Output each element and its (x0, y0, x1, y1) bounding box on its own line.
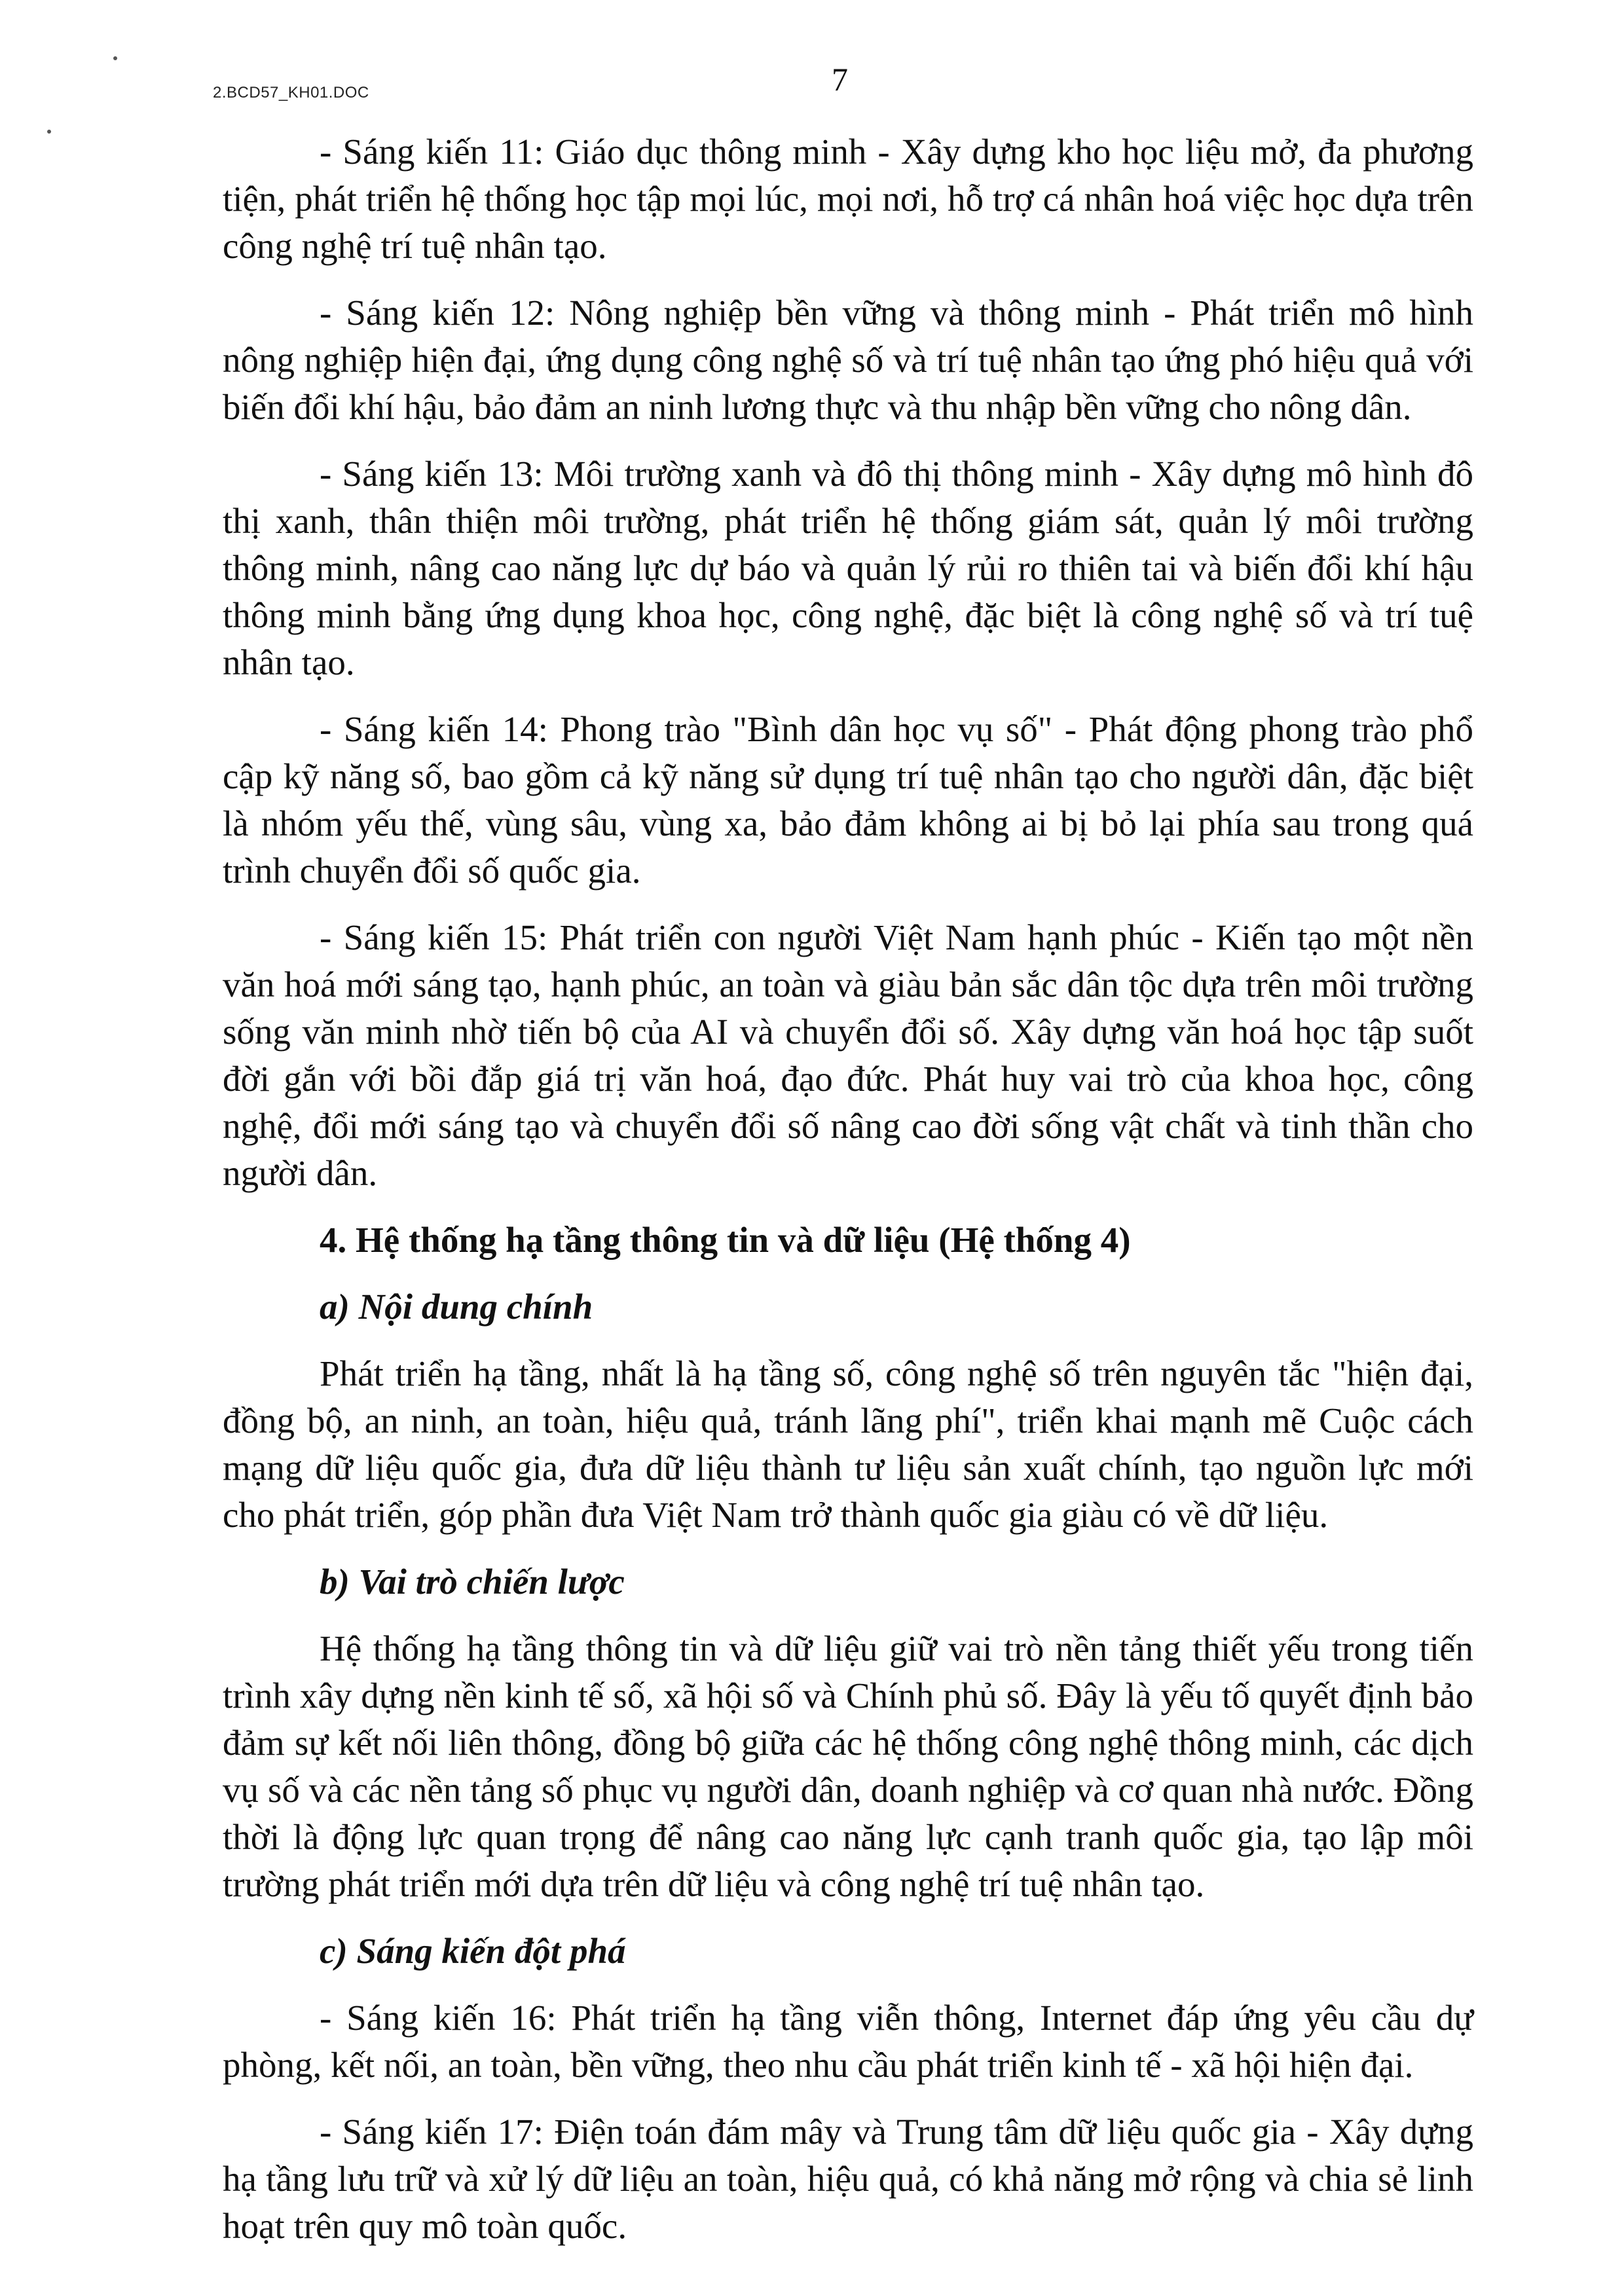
document-body (223, 128, 1473, 2250)
initiative-13-paragraph: - Sáng kiến 13: Môi trường xanh và đô thị thông minh - Xây dựng mô hình đô thị xanh, thân thiện môi trường, phát triển hệ thống giám sát, quản lý môi trường thông minh, nâng cao năng lực dự báo và quản lý rủi ro thiên tai và biến đổi khí hậu thông minh bằng ứng dụng khoa học, công nghệ, đặc biệt là công nghệ số và trí tuệ nhân tạo. (223, 454, 1473, 682)
initiative-16-paragraph: - Sáng kiến 16: Phát triển hạ tầng viễn thông, Internet đáp ứng yêu cầu dự phòng, kết nối, an toàn, bền vững, theo nhu cầu phát triển kinh tế - xã hội hiện đại. (223, 1998, 1473, 2085)
subsection-b-heading: b) Vai trò chiến lược (320, 1562, 625, 1602)
subsection-c-heading: c) Sáng kiến đột phá (320, 1931, 626, 1971)
page-number: 7 (832, 61, 848, 98)
document-code: 2.BCD57_KH01.DOC (213, 84, 369, 101)
scan-mark (113, 56, 117, 60)
initiative-17-paragraph: - Sáng kiến 17: Điện toán đám mây và Trung tâm dữ liệu quốc gia - Xây dựng hạ tầng lưu trữ và xử lý dữ liệu an toàn, hiệu quả, có khả năng mở rộng và chia sẻ linh hoạt trên quy mô toàn quốc. (223, 2112, 1473, 2246)
initiative-14-paragraph: - Sáng kiến 14: Phong trào "Bình dân học vụ số" - Phát động phong trào phổ cập kỹ năng số, bao gồm cả kỹ năng sử dụng trí tuệ nhân tạo cho người dân, đặc biệt là nhóm yếu thế, vùng sâu, vùng xa, bảo đảm không ai bị bỏ lại phía sau trong quá trình chuyển đổi số quốc gia. (223, 709, 1473, 890)
section-4-heading: 4. Hệ thống hạ tầng thông tin và dữ liệu (Hệ thống 4) (320, 1220, 1131, 1260)
initiative-15-paragraph: - Sáng kiến 15: Phát triển con người Việt Nam hạnh phúc - Kiến tạo một nền văn hoá mới sáng tạo, hạnh phúc, an toàn và giàu bản sắc dân tộc dựa trên môi trường sống văn minh nhờ tiến bộ của AI và chuyển đổi số. Xây dựng văn hoá học tập suốt đời gắn với bồi đắp giá trị văn hoá, đạo đức. Phát huy vai trò của khoa học, công nghệ, đổi mới sáng tạo và chuyển đổi số nâng cao đời sống vật chất và tinh thần cho người dân. (223, 917, 1473, 1193)
main-content-paragraph: Phát triển hạ tầng, nhất là hạ tầng số, công nghệ số trên nguyên tắc "hiện đại, đồng bộ, an ninh, an toàn, hiệu quả, tránh lãng phí", triển khai mạnh mẽ Cuộc cách mạng dữ liệu quốc gia, đưa dữ liệu thành tư liệu sản xuất chính, tạo nguồn lực mới cho phát triển, góp phần đưa Việt Nam trở thành quốc gia giàu có về dữ liệu. (223, 1353, 1473, 1535)
subsection-a-heading: a) Nội dung chính (320, 1287, 593, 1327)
initiative-12-paragraph: - Sáng kiến 12: Nông nghiệp bền vững và thông minh - Phát triển mô hình nông nghiệp hiện đại, ứng dụng công nghệ số và trí tuệ nhân tạo ứng phó hiệu quả với biến đổi khí hậu, bảo đảm an ninh lương thực và thu nhập bền vững cho nông dân. (223, 293, 1473, 427)
strategic-role-paragraph: Hệ thống hạ tầng thông tin và dữ liệu giữ vai trò nền tảng thiết yếu trong tiến trình xây dựng nền kinh tế số, xã hội số và Chính phủ số. Đây là yếu tố quyết định bảo đảm sự kết nối liên thông, đồng bộ giữa các hệ thống công nghệ thông minh, các dịch vụ số và các nền tảng số phục vụ người dân, doanh nghiệp và cơ quan nhà nước. Đồng thời là động lực quan trọng để nâng cao năng lực cạnh tranh quốc gia, tạo lập môi trường phát triển mới dựa trên dữ liệu và công nghệ trí tuệ nhân tạo. (223, 1628, 1473, 1904)
initiative-11-paragraph: - Sáng kiến 11: Giáo dục thông minh - Xây dựng kho học liệu mở, đa phương tiện, phát triển hệ thống học tập mọi lúc, mọi nơi, hỗ trợ cá nhân hoá việc học dựa trên công nghệ trí tuệ nhân tạo. (223, 132, 1473, 266)
scan-mark (47, 130, 51, 134)
